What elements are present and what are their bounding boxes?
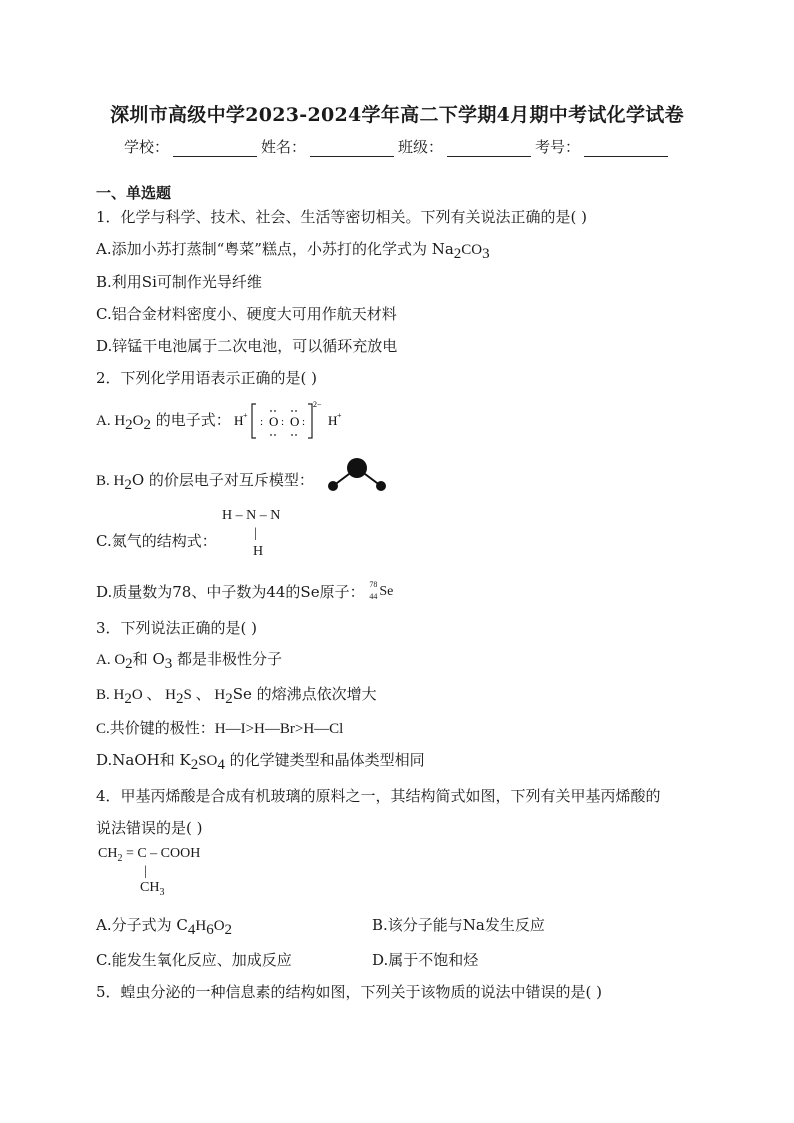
lewis-h-right: H <box>328 413 338 428</box>
q1-option-a: A.添加小苏打蒸制“粤菜”糕点，小苏打的化学式为 $Na_2CO_3$ <box>96 240 490 262</box>
methacrylic-acid-structure: $CH_2 = C$ – COOH | $CH_3$ <box>98 846 201 898</box>
school-blank[interactable] <box>173 142 257 157</box>
name-label: 姓名： <box>261 138 307 156</box>
q4-option-a: A.分子式为 $C_4H_6O_2$ <box>96 916 233 938</box>
q3-option-b: B. $H_2O$ 、 $H_2S$ 、 $H_2Se$ 的熔沸点依次增大 <box>96 685 377 707</box>
nitrogen-structural-formula: H – N – N | H <box>222 508 281 559</box>
q3-option-a: A. $O_2$和 $O_3$ 都是非极性分子 <box>96 650 283 672</box>
school-label: 学校： <box>124 138 170 156</box>
q1-option-b: B.利用Si可制作光导纤维 <box>96 273 262 291</box>
q4-option-b: B.该分子能与Na发生反应 <box>372 916 545 934</box>
q1-option-c: C.铝合金材料密度小、硬度大可用作航天材料 <box>96 305 397 323</box>
q1-stem: 1．化学与科学、技术、社会、生活等密切相关。下列有关说法正确的是( ) <box>96 208 588 226</box>
lewis-colon-1: : <box>260 416 264 428</box>
q2-option-a: A. $H_2O_2$ 的电子式： <box>96 411 231 433</box>
exam-number-label: 考号： <box>535 138 581 156</box>
student-info-row <box>124 136 672 157</box>
q5-stem: 5．蝗虫分泌的一种信息素的结构如图，下列关于该物质的说法中错误的是( ) <box>96 983 603 1001</box>
lewis-charge: 2− <box>313 400 322 409</box>
q4-option-c: C.能发生氧化反应、加成反应 <box>96 951 292 969</box>
exam-number-blank[interactable] <box>584 142 668 157</box>
lewis-o-1: O <box>269 414 279 429</box>
lewis-colon-2: : <box>281 416 285 428</box>
q2-option-b: B. $H_2O$ 的价层电子对互斥模型： <box>96 471 314 493</box>
q4-option-d: D.属于不饱和烃 <box>372 951 479 969</box>
lewis-h-left: H <box>234 413 244 428</box>
q2-option-c: C.氮气的结构式： <box>96 532 217 550</box>
lewis-o-2: O <box>290 414 300 429</box>
lewis-colon-3: : <box>302 416 306 428</box>
q4-stem-line2: 说法错误的是( ) <box>96 819 203 837</box>
class-blank[interactable] <box>447 142 531 157</box>
q3-option-c: C.共价键的极性：H—I>H—Br>H—Cl <box>96 721 344 737</box>
section-heading: 一、单选题 <box>96 184 172 202</box>
h2o2-lewis-structure <box>232 398 352 442</box>
class-label: 班级： <box>398 138 444 156</box>
se-isotope-notation: 78 44 Se <box>369 580 394 601</box>
q3-option-d: D.NaOH和 $K_2SO_4$ 的化学键类型和晶体类型相同 <box>96 751 425 773</box>
q4-stem-line1: 4．甲基丙烯酸是合成有机玻璃的原料之一，其结构简式如图，下列有关甲基丙烯酸的 <box>96 787 661 805</box>
lewis-plus-left: + <box>243 411 248 420</box>
name-blank[interactable] <box>310 142 394 157</box>
h2o-vsepr-model <box>325 456 389 496</box>
exam-title: 深圳市高级中学2023-2024学年高二下学期4月期中考试化学试卷 <box>110 104 684 126</box>
lewis-plus-right: + <box>337 411 342 420</box>
q2-stem: 2．下列化学用语表示正确的是( ) <box>96 369 318 387</box>
q3-stem: 3．下列说法正确的是( ) <box>96 619 258 637</box>
q1-option-d: D.锌锰干电池属于二次电池，可以循环充放电 <box>96 337 398 355</box>
q2-option-d: D.质量数为78、中子数为44的Se原子： 78 44 Se <box>96 581 399 602</box>
